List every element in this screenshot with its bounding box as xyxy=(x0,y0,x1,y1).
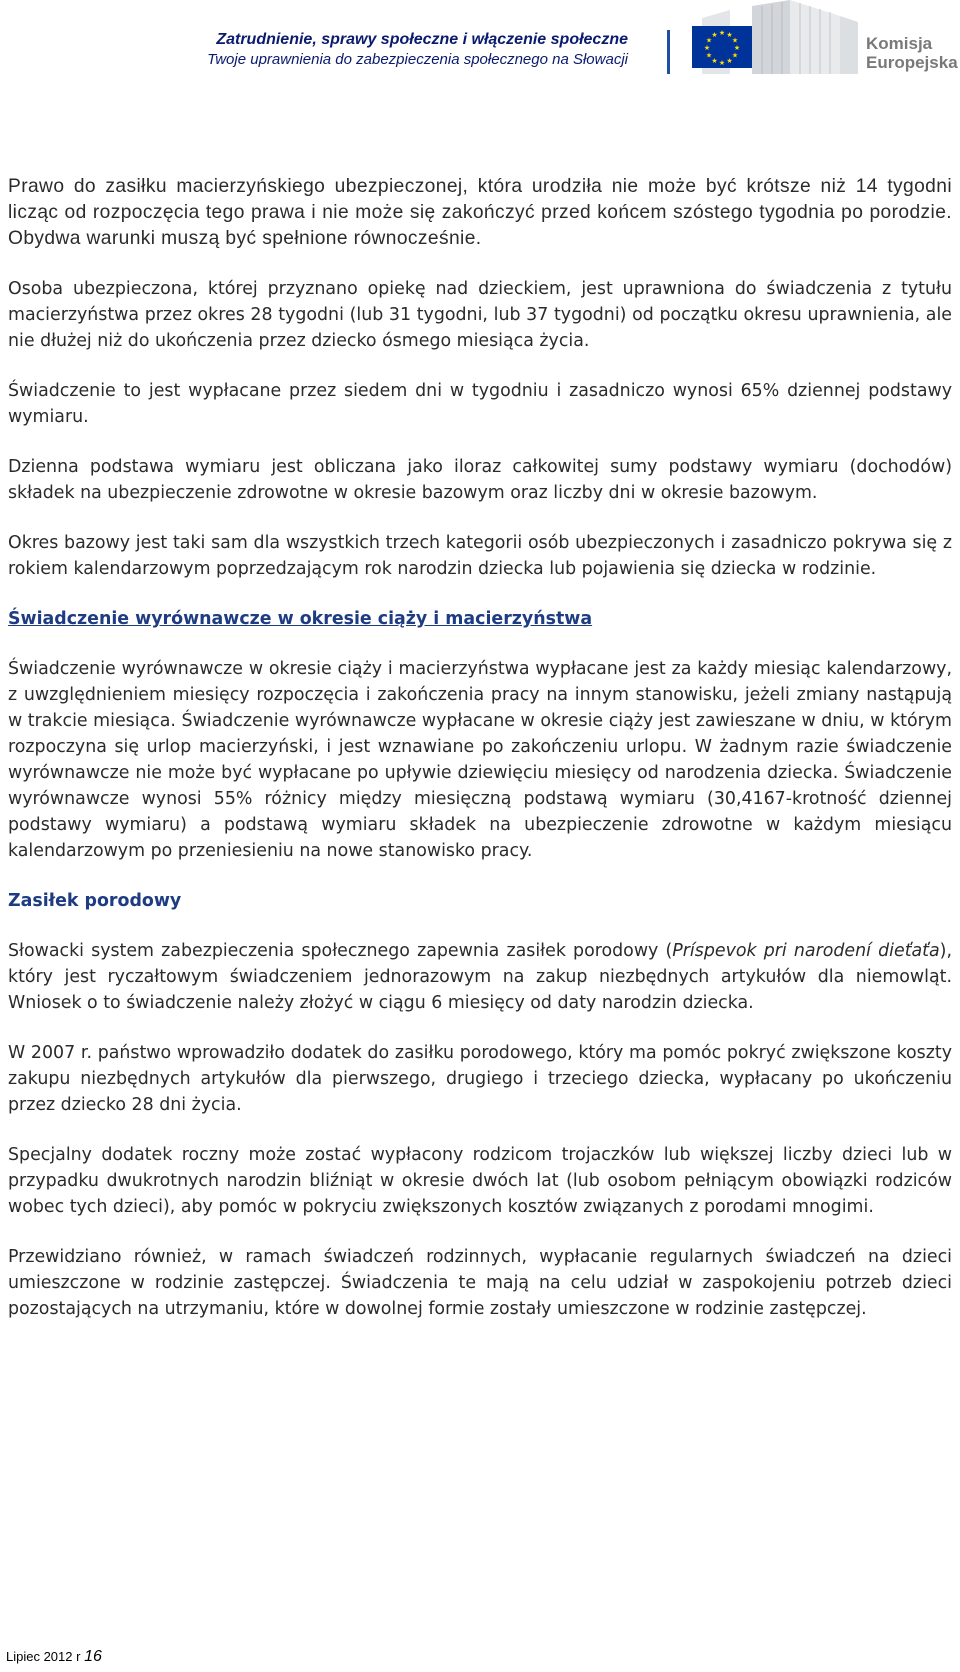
paragraph-8: W 2007 r. państwo wprowadziło dodatek do zasiłku porodowego, który ma pomóc pokryć zwiększone koszty zakupu niezbędnych artykułów dla pierwszego, drugiego i trzeciego dziecka, wypłacany po ukończeniu przez dziecko 28 dni życia. xyxy=(8,1043,952,1115)
paragraph-4: Dzienna podstawa wymiaru jest obliczana jako iloraz całkowitej sumy podstawy wymiaru (dochodów) składek na ubezpieczenie zdrowotne w okresie bazowym oraz liczby dni w okresie bazowym. xyxy=(8,457,952,503)
page-header xyxy=(0,0,960,90)
page-footer xyxy=(6,1648,102,1666)
footer-date: Lipiec 2012 r xyxy=(6,1649,81,1664)
paragraph-7-italic-term: Príspevok pri narodení dieťaťa xyxy=(672,941,940,961)
paragraph-10: Przewidziano również, w ramach świadczeń rodzinnych, wypłacanie regularnych świadczeń na dzieci umieszczone w rodzinie zastępczej. Świadczenia te mają na celu udział w zaspokojeniu potrzeb dzieci pozostających na utrzymaniu, które w dowolnej formie zostały umieszczone w rodzinie zastępczej. xyxy=(8,1247,952,1319)
paragraph-3: Świadczenie to jest wypłacane przez siedem dni w tygodniu i zasadniczo wynosi 65% dziennej podstawy wymiaru. xyxy=(8,381,952,427)
svg-text:★: ★ xyxy=(733,44,741,52)
svg-text:★: ★ xyxy=(711,57,718,65)
paragraph-9: Specjalny dodatek roczny może zostać wypłacony rodzicom trojaczków lub większej liczby dzieci lub w przypadku dwukrotnych narodzin bliźniąt w okresie dwóch lat (lub osobom pełniącym obowiązki rodziców wobec tych dzieci), aby pomóc w pokryciu zwiększonych kosztów związanych z porodami mnogimi. xyxy=(8,1145,952,1217)
paragraph-7-start: Słowacki system zabezpieczenia społecznego zapewnia zasiłek porodowy ( xyxy=(8,941,673,961)
header-subtitle: Twoje uprawnienia do zabezpieczenia społecznego na Słowacji xyxy=(207,51,628,68)
svg-text:★: ★ xyxy=(726,31,733,39)
svg-text:★: ★ xyxy=(731,51,739,60)
paragraph-5: Okres bazowy jest taki sam dla wszystkich trzech kategorii osób ubezpieczonych i zasadniczo pokrywa się z rokiem kalendarzowym poprzedzającym rok narodzin dziecka lub pojawienia się dziecka w rodzinie. xyxy=(8,533,952,579)
paragraph-6: Świadczenie wyrównawcze w okresie ciąży i macierzyństwa wypłacane jest za każdy miesiąc kalendarzowy, z uwzględnieniem miesięcy rozpoczęcia i zakończenia pracy na innym stanowisku, jeżeli zmiany nastąpują w trakcie miesiąca. Świadczenie wyrównawcze wypłacane w okresie ciąży jest zawieszane w dniu, w którym rozpoczyna się urlop macierzyński, i jest wznawiane po zakończeniu urlopu. W żadnym razie świadczenie wyrównawcze nie może być wypłacane po upływie dziewięciu miesięcy od narodzenia dziecka. Świadczenie wyrównawcze wynosi 55% różnicy między miesięczną podstawą wymiaru (30,4167-krotność dziennej podstawy wymiaru) a podstawą wymiaru składek na ubezpieczenie zdrowotne w każdym miesiącu kalendarzowym po przeniesieniu na nowe stanowisko pracy. xyxy=(8,659,952,861)
paragraph-7 xyxy=(8,938,952,1016)
section-heading-compensation: Świadczenie wyrównawcze w okresie ciąży i macierzyństwa xyxy=(8,609,593,629)
header-text-block xyxy=(170,30,628,70)
paragraph-2: Osoba ubezpieczona, której przyznano opiekę nad dzieckiem, jest uprawniona do świadczenia z tytułu macierzyństwa przez okres 28 tygodni (lub 31 tygodni, lub 37 tygodni) od początku okresu uprawnienia, ale nie dłużej niż do ukończenia przez dziecko ósmego miesiąca życia. xyxy=(8,279,952,351)
svg-text:★: ★ xyxy=(718,29,726,37)
svg-text:★: ★ xyxy=(711,31,718,39)
svg-text:★: ★ xyxy=(718,59,726,67)
page-number: 16 xyxy=(84,1648,102,1665)
logo-line-2: Europejska xyxy=(866,53,958,72)
header-title: Zatrudnienie, sprawy społeczne i włączenie społeczne xyxy=(216,31,628,48)
paragraph-1: Prawo do zasiłku macierzyńskiego ubezpieczonej, która urodziła nie może być krótsze niż 14 tygodni licząc od rozpoczęcia tego prawa i nie może się zakończyć przed końcem szóstego tygodnia po porodzie. Obydwa warunki muszą być spełnione równocześnie. xyxy=(8,176,952,249)
svg-text:★: ★ xyxy=(731,36,739,45)
eu-flag-icon xyxy=(692,26,752,68)
paragraph-7-end: ), który jest ryczałtowym świadczeniem jednorazowym na zakup niezbędnych artykułów dla niemowląt. Wniosek o to świadczenie należy złożyć w ciągu 6 miesięcy od daty narodzin dziecka. xyxy=(8,941,952,1013)
logo-line-1: Komisja xyxy=(866,34,933,53)
svg-text:★: ★ xyxy=(726,57,733,65)
svg-text:★: ★ xyxy=(705,51,713,60)
svg-text:★: ★ xyxy=(703,44,711,52)
document-body xyxy=(8,174,952,1346)
svg-text:★: ★ xyxy=(705,36,713,45)
section-heading-birth-grant: Zasiłek porodowy xyxy=(8,891,182,911)
logo-wordmark xyxy=(866,34,958,72)
header-divider xyxy=(667,30,670,74)
